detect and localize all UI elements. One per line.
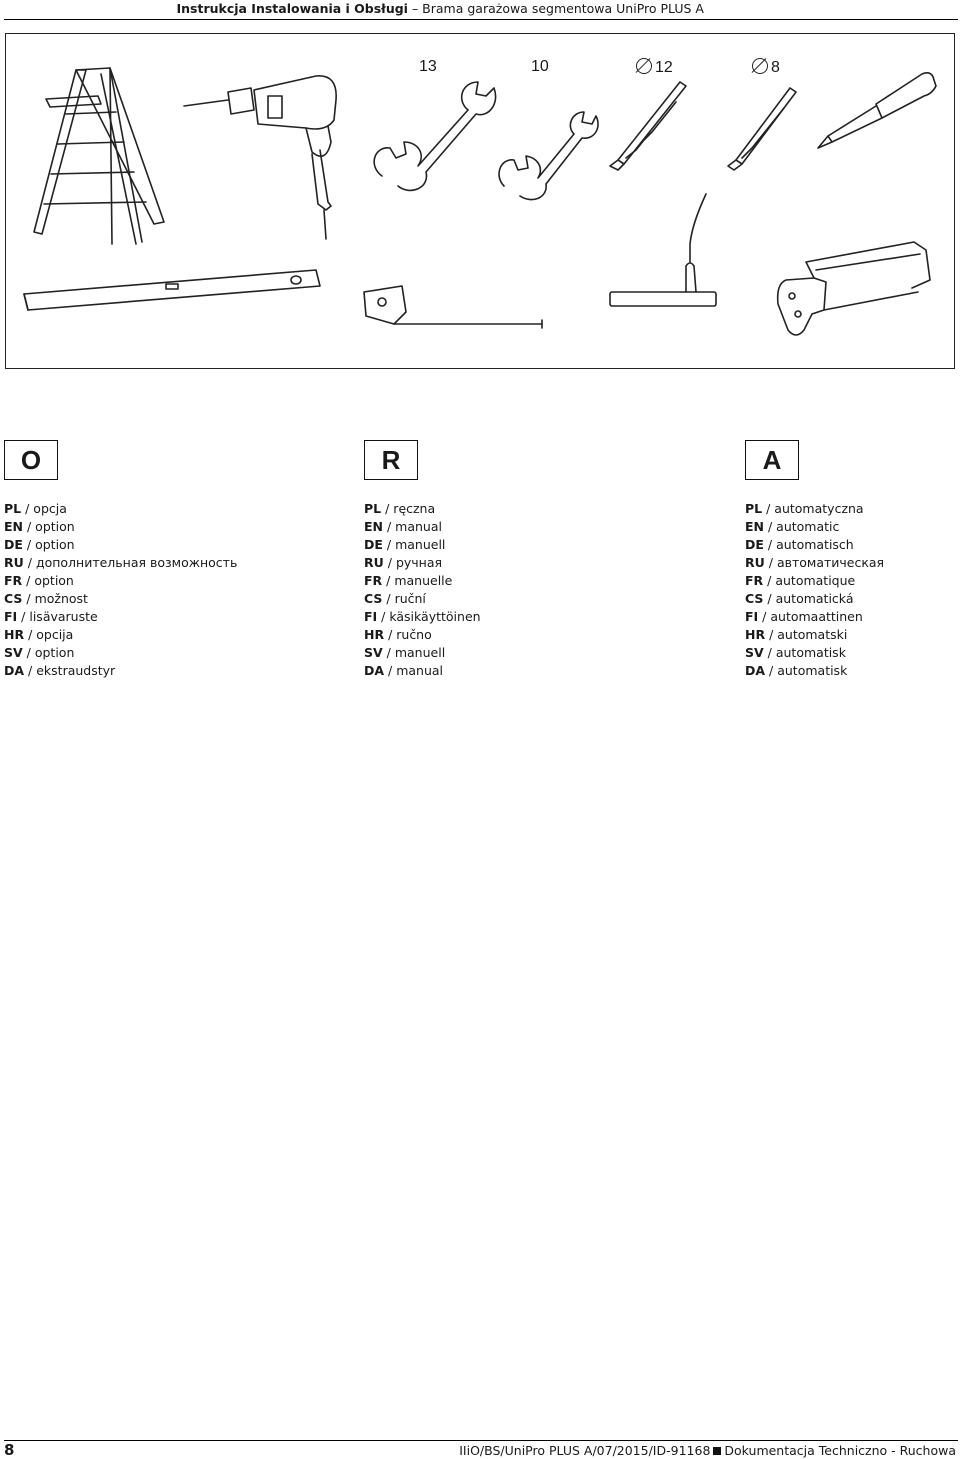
drill-bit-8-icon	[728, 88, 796, 170]
legend-list	[745, 500, 960, 680]
pencil-icon	[610, 194, 716, 306]
list-item: DA / automatisk	[745, 663, 848, 678]
hacksaw-icon	[778, 242, 930, 335]
list-item: PL / ręczna	[364, 501, 436, 516]
list-item: SV / automatisk	[745, 645, 846, 660]
ladder-icon	[34, 68, 164, 244]
drill-bit-12-icon	[610, 82, 686, 170]
header-title	[176, 1, 704, 16]
drill-size-8	[752, 58, 780, 77]
power-drill-icon	[184, 76, 336, 239]
footer-divider	[4, 1440, 958, 1441]
bracket-icon	[364, 286, 542, 328]
spirit-level-icon	[24, 270, 320, 310]
list-item: EN / option	[4, 519, 75, 534]
diameter-icon	[752, 58, 768, 74]
drill-size-12	[636, 58, 673, 77]
legend-list	[364, 500, 579, 680]
list-item: DA / ekstraudstyr	[4, 663, 116, 678]
page-number: 8	[4, 1441, 15, 1459]
legend-letter-box: O	[4, 440, 58, 480]
wrench-size-13: 13	[419, 58, 437, 75]
legend-letter-box: A	[745, 440, 799, 480]
list-item: PL / automatyczna	[745, 501, 864, 516]
list-item: RU / автоматическая	[745, 555, 885, 570]
list-item: HR / opcija	[4, 627, 74, 642]
header-title-bold: Instrukcja Instalowania i Obsługi	[176, 1, 408, 16]
diameter-icon	[636, 58, 652, 74]
legend-list	[4, 500, 238, 680]
footer-text	[459, 1443, 956, 1458]
list-item: DE / automatisch	[745, 537, 854, 552]
list-item: CS / možnost	[4, 591, 88, 606]
list-item: HR / automatski	[745, 627, 848, 642]
wrench-13-icon	[374, 82, 495, 190]
legend-column-automatic	[745, 440, 960, 680]
list-item: RU / ручная	[364, 555, 443, 570]
wrench-10-icon	[499, 112, 598, 200]
list-item: FR / option	[4, 573, 74, 588]
list-item: SV / manuell	[364, 645, 446, 660]
list-item: FI / lisävaruste	[4, 609, 98, 624]
list-item: FI / automaattinen	[745, 609, 863, 624]
list-item: HR / ručno	[364, 627, 432, 642]
tools-panel	[5, 33, 955, 369]
list-item: CS / automatická	[745, 591, 854, 606]
header-title-rest: – Brama garażowa segmentowa UniPro PLUS A	[411, 1, 704, 16]
footer-department: Dokumentacja Techniczno - Ruchowa	[724, 1443, 956, 1458]
list-item: RU / дополнительная возможность	[4, 555, 238, 570]
list-item: FI / käsikäyttöinen	[364, 609, 481, 624]
page-header	[0, 0, 960, 26]
list-item: DA / manual	[364, 663, 444, 678]
drill-size-12-value: 12	[655, 59, 673, 76]
wrench-size-10: 10	[531, 58, 549, 75]
legend-letter-box: R	[364, 440, 418, 480]
square-bullet-icon	[713, 1447, 721, 1455]
list-item: PL / opcja	[4, 501, 67, 516]
header-divider	[4, 19, 958, 20]
drill-size-8-value: 8	[771, 59, 780, 76]
list-item: SV / option	[4, 645, 75, 660]
footer-doc-id: IIiO/BS/UniPro PLUS A/07/2015/ID-91168	[459, 1443, 711, 1458]
list-item: FR / automatique	[745, 573, 856, 588]
list-item: CS / ruční	[364, 591, 426, 606]
legend-column-option	[4, 440, 238, 680]
tools-illustration	[6, 34, 956, 370]
list-item: EN / manual	[364, 519, 442, 534]
list-item: FR / manuelle	[364, 573, 453, 588]
screwdriver-icon	[818, 73, 936, 148]
list-item: EN / automatic	[745, 519, 840, 534]
list-item: DE / manuell	[364, 537, 446, 552]
list-item: DE / option	[4, 537, 75, 552]
legend-column-manual	[364, 440, 579, 680]
